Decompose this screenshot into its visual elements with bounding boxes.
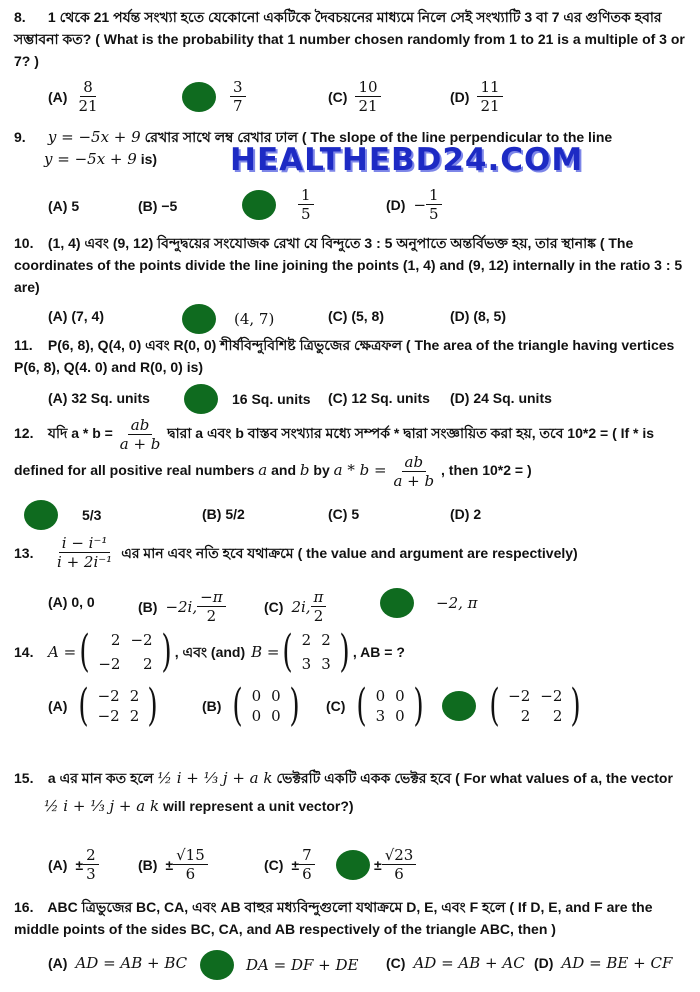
question-english: ( If D, E, and F are the middle points of the sides BC, CA, and AB respectively of the triangle ABC, then ) [14,899,653,937]
fraction: $\frac{1}{5}$ [298,186,314,223]
answer-dot-icon [336,850,370,880]
fraction: $\frac{3}{7}$ [230,78,246,115]
answer-dot-icon [184,384,218,414]
option-b[interactable]: (4, 7) [182,304,274,334]
question-14 [14,626,690,731]
option-a[interactable]: 5/3 [24,500,101,530]
option-d[interactable]: (D) AD = BE + CF [534,954,673,972]
option-c[interactable]: (C) (5, 8) [328,308,384,324]
question-bengali: রেখার সাথে লম্ব রেখার ঢাল [144,129,298,145]
question-13 [14,534,690,625]
question-number: 9. [14,129,26,145]
fraction: $\frac{1}{5}$ [426,186,442,223]
fraction: $\frac{2}{3}$ [83,846,99,883]
option-a[interactable]: (A) ( −2 2 −2 2 ) [48,684,161,728]
fraction: $\frac{-\pi}{2}$ [197,588,225,625]
option-a[interactable]: (A) AD = AB + BC [48,954,188,972]
fraction: $\frac{√23}{6}$ [382,846,417,883]
question-16-text [14,896,690,940]
vector-expression: ½ i + ⅓ j + a k [157,769,273,787]
option-a[interactable]: (A) 32 Sq. units [48,390,150,406]
option-b[interactable]: (B) ( 0 0 0 0 ) [202,684,303,728]
option-a[interactable]: (A) $\frac{8}{21}$ [48,78,101,115]
question-10 [14,232,690,328]
fraction: $\frac{√15}{6}$ [173,846,208,883]
answer-dot-icon [442,691,476,721]
question-14-text: 14. A = ( 2 −2 −2 2 ) , এবং (and) B = ( 2 2 3 3 ) , AB = ? [14,626,405,677]
option-c[interactable]: (C) 5 [328,506,360,522]
matrix: ( 0 0 3 0 ) [356,680,424,731]
answer-dot-icon [24,500,58,530]
question-bengali: ABC ত্রিভুজের BC, CA, এবং AB বাহুর মধ্যবিন্দুগুলো যথাক্রমে D, E, এবং F হলে [47,899,506,915]
matrix-b: ( 2 2 3 3 ) [282,626,350,677]
fraction: $\frac{7}{6}$ [299,846,315,883]
option-d[interactable]: ± $\frac{√23}{6}$ [336,846,416,883]
question-number: 11. [14,337,33,353]
matrix-a: ( 2 −2 −2 2 ) [79,626,172,677]
question-8 [14,6,690,115]
option-d[interactable]: (D) 24 Sq. units [450,390,552,406]
question-number: 13. [14,544,34,561]
question-english: ( The slope of the line perpendicular to the line [301,129,613,145]
question-12-text: 12. যদি a * b = $\frac{ab}{a + b}$ দ্বারা a এবং b বাস্তব সংখ্যার মধ্যে সম্পর্ক * দ্বারা সংজ্ঞায়িত করা হয়, তবে 10*2 = ( If * is defined for all positive real numbers a and b by a * b = $\frac{ab}{a + b}$ , then 10*2 = ) [14,416,655,490]
option-b[interactable] [182,78,246,115]
question-8-text [14,6,690,72]
option-c[interactable]: (C) ( 0 0 3 0 ) [326,684,427,728]
fraction: $\frac{\pi}{2}$ [311,588,327,625]
option-d[interactable] [442,680,585,731]
watermark: HEALTHEBD24.COM [230,142,584,178]
option-c[interactable]: (C) $\frac{10}{21}$ [328,78,381,115]
option-d[interactable]: −2, π [380,588,478,618]
option-c[interactable]: (C) ± $\frac{7}{6}$ [264,846,315,883]
option-a[interactable]: (A) 5 [48,198,80,214]
question-english: ( The area of the triangle having vertices P(6, 8), Q(4. 0) and R(0, 0) is) [14,337,675,375]
matrix: ( 0 0 0 0 ) [232,680,300,731]
option-c[interactable]: (C) AD = AB + AC [386,954,525,972]
question-bengali: P(6, 8), Q(4, 0) এবং R(0, 0) শীর্ষবিন্দুবিশিষ্ট ত্রিভুজের ক্ষেত্রফল [47,337,403,353]
option-c[interactable]: (C) 12 Sq. units [328,390,430,406]
question-bengali: 1 থেকে 21 পর্যন্ত সংখ্যা হতে যেকোনো একটিকে দৈবচয়নের মাধ্যমে নিলে সেই সংখ্যাটি 3 বা 7 এর গুণিতক হবার সম্ভাবনা কত? [14,9,662,47]
fraction: $\frac{8}{21}$ [78,78,98,115]
question-13-text: 13. $\frac{\text{i − i⁻¹}}{\text{i + 2i⁻¹}}$ এর মান এবং নতি হবে যথাক্রমে ( the value and argument are respectively) [14,534,578,571]
answer-dot-icon [182,82,216,112]
question-16 [14,896,690,974]
question-number: 10. [14,235,34,251]
option-c[interactable] [242,186,314,223]
question-number: 15. [14,770,34,786]
fraction: $\frac{10}{21}$ [355,78,380,115]
option-b[interactable]: (B) −2i, $\frac{-\pi}{2}$ [138,588,226,625]
fraction: $\frac{11}{21}$ [477,78,502,115]
option-b[interactable]: 16 Sq. units [184,384,311,414]
option-b[interactable]: DA = DF + DE [200,950,358,980]
question-english: ( The coordinates of the points divide the line joining the points (1, 4) and (9, 12) internally in the ratio 3 : 5 are) [14,235,683,295]
equation: y = −5x + 9 [47,128,141,146]
fraction: $\frac{\text{i − i⁻¹}}{\text{i + 2i⁻¹}}$ [57,534,113,571]
option-d[interactable]: (D) 2 [450,506,482,522]
option-d[interactable]: (D) $\frac{11}{21}$ [450,78,503,115]
option-c[interactable]: (C) 2i, $\frac{\pi}{2}$ [264,588,326,625]
question-15-text: 15. a এর মান কত হলে ½ i + ⅓ j + a k ভেক্টরটি একটি একক ভেক্টর হবে ( For what values of a, the vector ½ i + ⅓ j + a k will represent a unit vector?) [14,764,690,820]
option-d[interactable]: (D) (8, 5) [450,308,506,324]
question-number: 8. [14,9,26,25]
option-a[interactable]: (A) 0, 0 [48,594,95,610]
question-9-text: 9. y = −5x + 9 রেখার সাথে লম্ব রেখার ঢাল ( The slope of the line perpendicular to the line y = −5x + 9 is) [14,128,613,168]
option-d[interactable]: (D) − $\frac{1}{5}$ [386,186,442,223]
fraction: $\frac{ab}{a + b}$ [119,416,161,453]
question-number: 12. [14,425,34,442]
question-11-text [14,334,690,378]
question-15 [14,764,690,883]
option-b[interactable]: (B) 5/2 [202,506,245,522]
option-a[interactable]: (A) (7, 4) [48,308,104,324]
question-bengali: (1, 4) এবং (9, 12) বিন্দুদ্বয়ের সংযোজক রেখা যে বিন্দুতে 3 : 5 অনুপাতে অন্তর্বিভক্ত হয়, তার স্থানাঙ্ক [47,235,596,251]
question-english: ( What is the probability that 1 number chosen randomly from 1 to 21 is a multiple of 3 or 7? ) [14,31,685,69]
question-10-text [14,232,690,298]
option-b[interactable]: (B) ± $\frac{√15}{6}$ [138,846,208,883]
matrix: ( −2 −2 2 2 ) [489,680,582,731]
option-b[interactable]: (B) −5 [138,198,178,214]
answer-dot-icon [200,950,234,980]
fraction: $\frac{ab}{a + b}$ [393,453,435,490]
answer-dot-icon [380,588,414,618]
answer-dot-icon [242,190,276,220]
option-a[interactable]: (A) ± $\frac{2}{3}$ [48,846,99,883]
question-number: 16. [14,899,34,915]
question-11 [14,334,690,407]
question-number: 14. [14,644,34,660]
matrix: ( −2 2 −2 2 ) [78,680,159,731]
answer-dot-icon [182,304,216,334]
question-12 [14,416,690,523]
